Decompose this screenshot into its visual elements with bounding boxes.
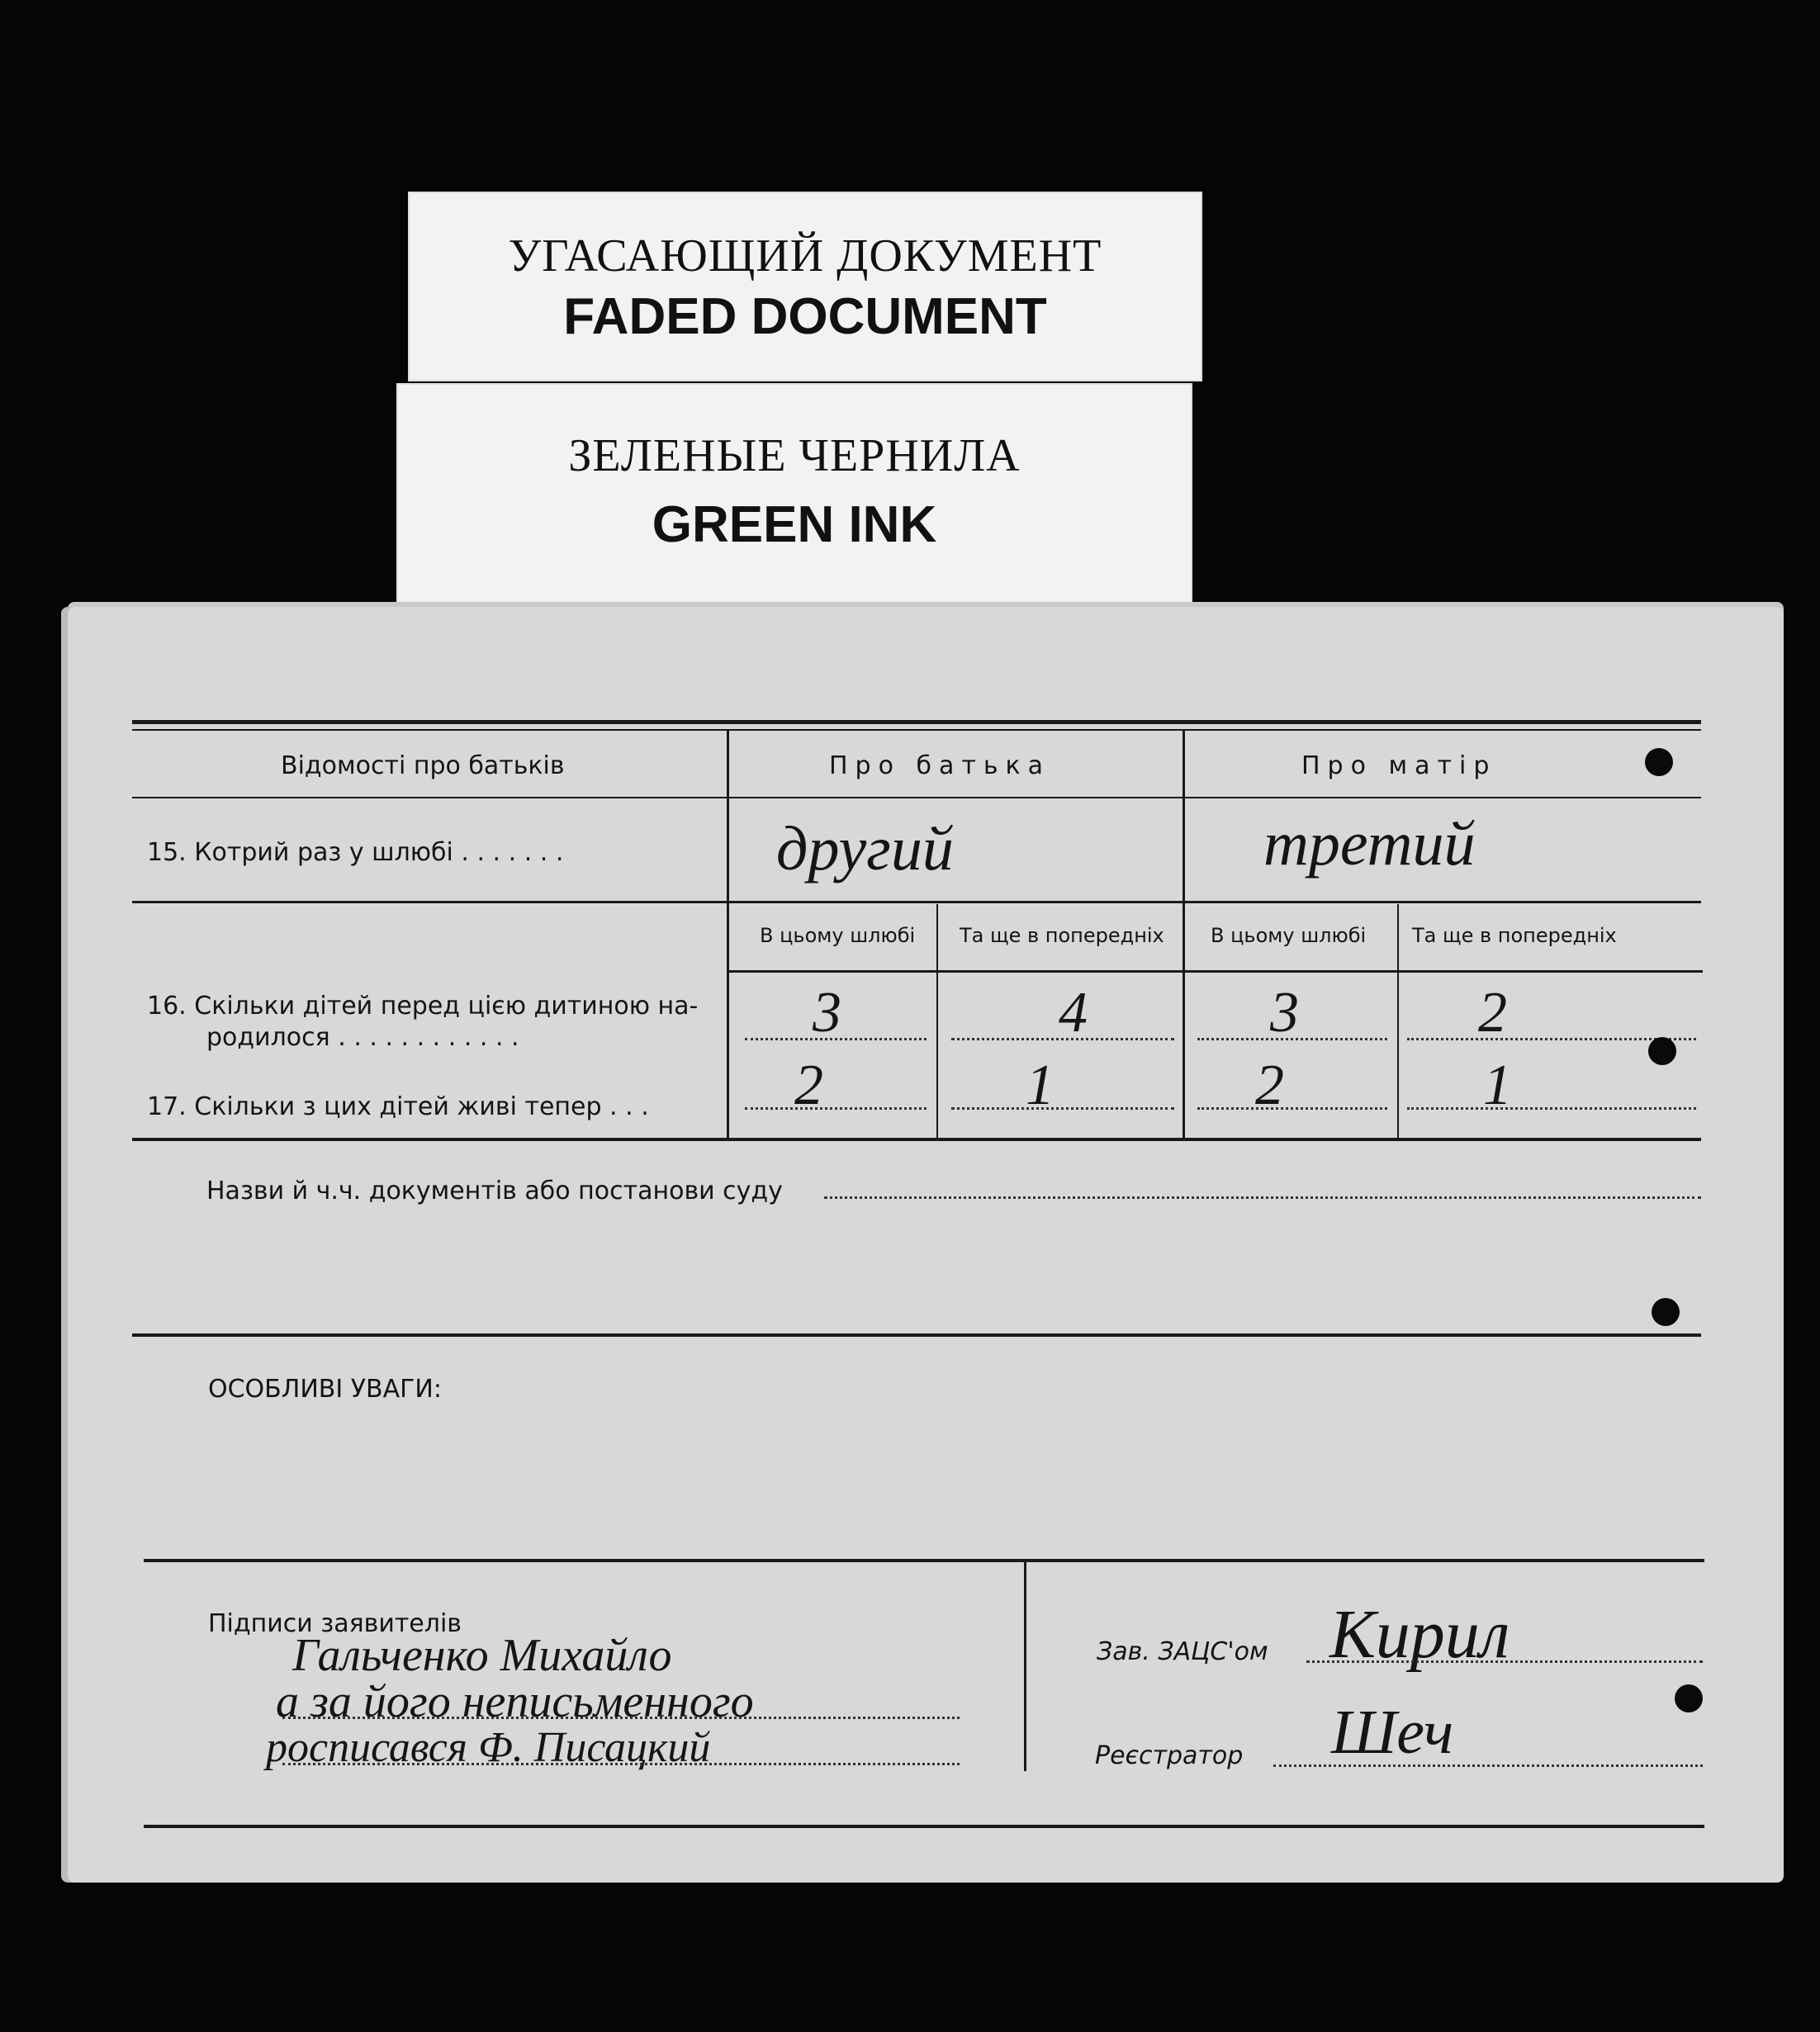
green-ink-label bbox=[396, 383, 1192, 604]
dotted-line bbox=[745, 1107, 927, 1110]
rule bbox=[132, 901, 1701, 903]
row16-label-line1: 16. Скільки дітей перед цією дитиною на- bbox=[147, 992, 699, 1021]
subcolumn-divider bbox=[1397, 904, 1399, 1139]
signature-line-1: Гальченко Михайло bbox=[292, 1630, 672, 1681]
dotted-line bbox=[282, 1763, 960, 1765]
row16-label-line2: родилося . . . . . . . . . . . . bbox=[206, 1023, 519, 1052]
dotted-line bbox=[824, 1196, 1701, 1199]
head-label: Зав. ЗАЦС'ом bbox=[1097, 1637, 1268, 1666]
dotted-line bbox=[282, 1717, 960, 1719]
registrar-label: Реєстратор bbox=[1095, 1741, 1244, 1770]
father-current-subheader: В цьому шлюбі bbox=[760, 924, 916, 947]
row15-label: 15. Котрий раз у шлюбі . . . . . . . bbox=[147, 838, 564, 867]
row17-father-current: 2 bbox=[794, 1054, 823, 1117]
signature-divider bbox=[1024, 1561, 1026, 1771]
row17-father-previous: 1 bbox=[1026, 1054, 1055, 1117]
dotted-line bbox=[951, 1107, 1174, 1110]
row17-mother-previous: 1 bbox=[1483, 1054, 1512, 1117]
binding-hole bbox=[1675, 1684, 1703, 1712]
column-divider bbox=[727, 731, 729, 1139]
dotted-line bbox=[745, 1038, 927, 1040]
dotted-line bbox=[1197, 1038, 1387, 1040]
signature-line-3: росписався Ф. Писацкий bbox=[266, 1724, 711, 1771]
registrar-signature: Шеч bbox=[1331, 1698, 1454, 1767]
faded-document-label bbox=[408, 192, 1202, 381]
subcolumn-divider bbox=[936, 904, 938, 1139]
rule bbox=[144, 1559, 1704, 1562]
row16-father-current: 3 bbox=[813, 981, 841, 1044]
documents-label: Назви й ч.ч. документів або постанови суду bbox=[206, 1177, 783, 1205]
mother-heading: Про матір bbox=[1301, 751, 1497, 780]
row16-father-previous: 4 bbox=[1059, 981, 1088, 1044]
mother-current-subheader: В цьому шлюбі bbox=[1211, 924, 1367, 947]
binding-hole bbox=[1652, 1298, 1680, 1326]
row16-mother-current: 3 bbox=[1270, 981, 1299, 1044]
dotted-line bbox=[1197, 1107, 1387, 1110]
dotted-line bbox=[1407, 1107, 1696, 1110]
rule bbox=[132, 729, 1701, 731]
binding-hole bbox=[1648, 1037, 1676, 1065]
signature-line-2: а за його неписьменного bbox=[276, 1676, 754, 1727]
row17-label: 17. Скільки з цих дітей живі тепер . . . bbox=[147, 1092, 649, 1121]
notes-label: ОСОБЛИВІ УВАГИ: bbox=[208, 1375, 442, 1404]
mother-previous-subheader: Та ще в попередніх bbox=[1412, 924, 1617, 947]
row16-mother-previous: 2 bbox=[1478, 981, 1507, 1044]
faded-label-en: FADED DOCUMENT bbox=[563, 288, 1047, 345]
faded-label-ru: УГАСАЮЩИЙ ДОКУМЕНТ bbox=[508, 230, 1102, 282]
form-sheet bbox=[68, 607, 1784, 1883]
rule bbox=[132, 720, 1701, 724]
row17-mother-current: 2 bbox=[1255, 1054, 1284, 1117]
rule bbox=[144, 1825, 1704, 1828]
dotted-line bbox=[951, 1038, 1174, 1040]
father-heading: Про батька bbox=[829, 751, 1051, 780]
binding-hole bbox=[1645, 748, 1673, 776]
signatures-label: Підписи заявителів bbox=[208, 1609, 462, 1638]
dotted-line bbox=[1306, 1660, 1703, 1663]
row15-mother-value: третий bbox=[1263, 809, 1476, 879]
row15-father-value: другий bbox=[776, 814, 954, 883]
rule bbox=[132, 1333, 1701, 1337]
rule bbox=[132, 797, 1701, 798]
section-heading: Відомості про батьків bbox=[281, 751, 565, 780]
head-signature: Кирил bbox=[1329, 1596, 1510, 1673]
column-divider bbox=[1183, 731, 1185, 1139]
dotted-line bbox=[1273, 1764, 1703, 1767]
green-label-en: GREEN INK bbox=[652, 496, 937, 553]
rule bbox=[132, 1138, 1701, 1141]
rule bbox=[728, 970, 1703, 973]
green-label-ru: ЗЕЛЕНЫЕ ЧЕРНИЛА bbox=[568, 430, 1021, 481]
father-previous-subheader: Та ще в попередніх bbox=[960, 924, 1164, 947]
